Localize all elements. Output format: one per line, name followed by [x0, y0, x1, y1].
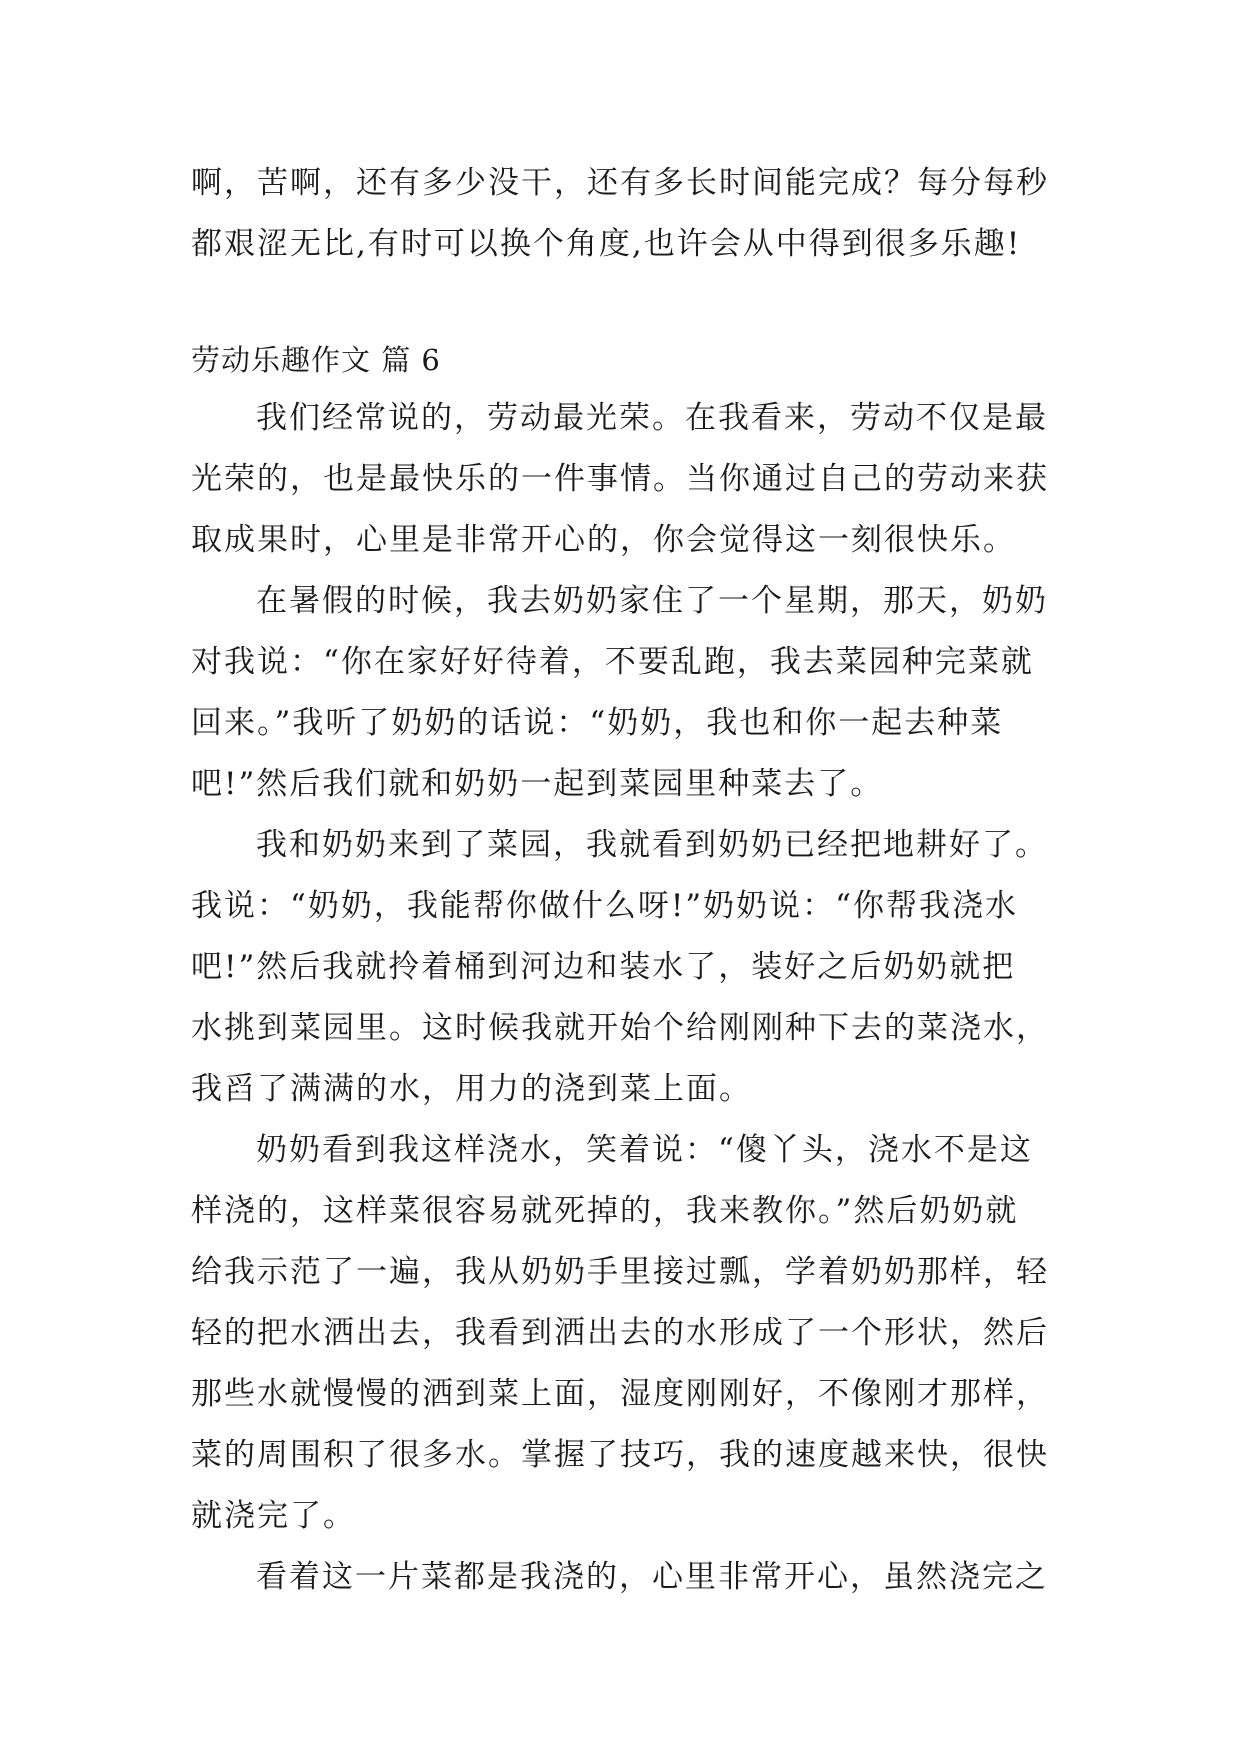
text-line: 给我示范了一遍，我从奶奶手里接过瓢，学着奶奶那样，轻 — [191, 1254, 1049, 1290]
text-line: 看着这一片菜都是我浇的，心里非常开心，虽然浇完之 — [256, 1559, 1048, 1595]
text-line: 吧!”然后我们就和奶奶一起到菜园里种菜去了。 — [191, 766, 884, 802]
text-line: 都艰涩无比,有时可以换个角度,也许会从中得到很多乐趣! — [191, 226, 1022, 262]
text-line: 轻的把水洒出去，我看到洒出去的水形成了一个形状，然后 — [191, 1315, 1049, 1351]
text-line: 水挑到菜园里。这时候我就开始个给刚刚种下去的菜浇水， — [191, 1010, 1049, 1046]
text-line: 取成果时，心里是非常开心的，你会觉得这一刻很快乐。 — [191, 522, 1016, 558]
text-line: 菜的周围积了很多水。掌握了技巧，我的速度越来快，很快 — [191, 1437, 1049, 1473]
text-line: 奶奶看到我这样浇水，笑着说：“傻丫头，浇水不是这 — [256, 1132, 1033, 1168]
text-line: 回来。”我听了奶奶的话说：“奶奶，我也和你一起去种菜 — [191, 705, 1004, 741]
text-line: 在暑假的时候，我去奶奶家住了一个星期，那天，奶奶 — [256, 583, 1048, 619]
text-line: 对我说：“你在家好好待着，不要乱跑，我去菜园种完菜就 — [191, 644, 1034, 680]
text-line: 啊，苦啊，还有多少没干，还有多长时间能完成？每分每秒 — [191, 165, 1049, 201]
text-line: 样浇的，这样菜很容易就死掉的，我来教你。”然后奶奶就 — [191, 1193, 1019, 1229]
text-line: 光荣的，也是最快乐的一件事情。当你通过自己的劳动来获 — [191, 461, 1049, 497]
text-line: 我舀了满满的水，用力的浇到菜上面。 — [191, 1071, 752, 1107]
text-line: 我说：“奶奶，我能帮你做什么呀!”奶奶说：“你帮我浇水 — [191, 888, 1018, 924]
text-line: 吧!”然后我就拎着桶到河边和装水了，装好之后奶奶就把 — [191, 949, 1016, 985]
text-line: 就浇完了。 — [191, 1498, 356, 1534]
text-line: 我们经常说的，劳动最光荣。在我看来，劳动不仅是最 — [256, 400, 1048, 436]
text-line: 我和奶奶来到了菜园，我就看到奶奶已经把地耕好了。 — [256, 827, 1048, 863]
text-line: 那些水就慢慢的洒到菜上面，湿度刚刚好，不像刚才那样， — [191, 1376, 1049, 1412]
section-title: 劳动乐趣作文 篇 6 — [191, 343, 441, 377]
